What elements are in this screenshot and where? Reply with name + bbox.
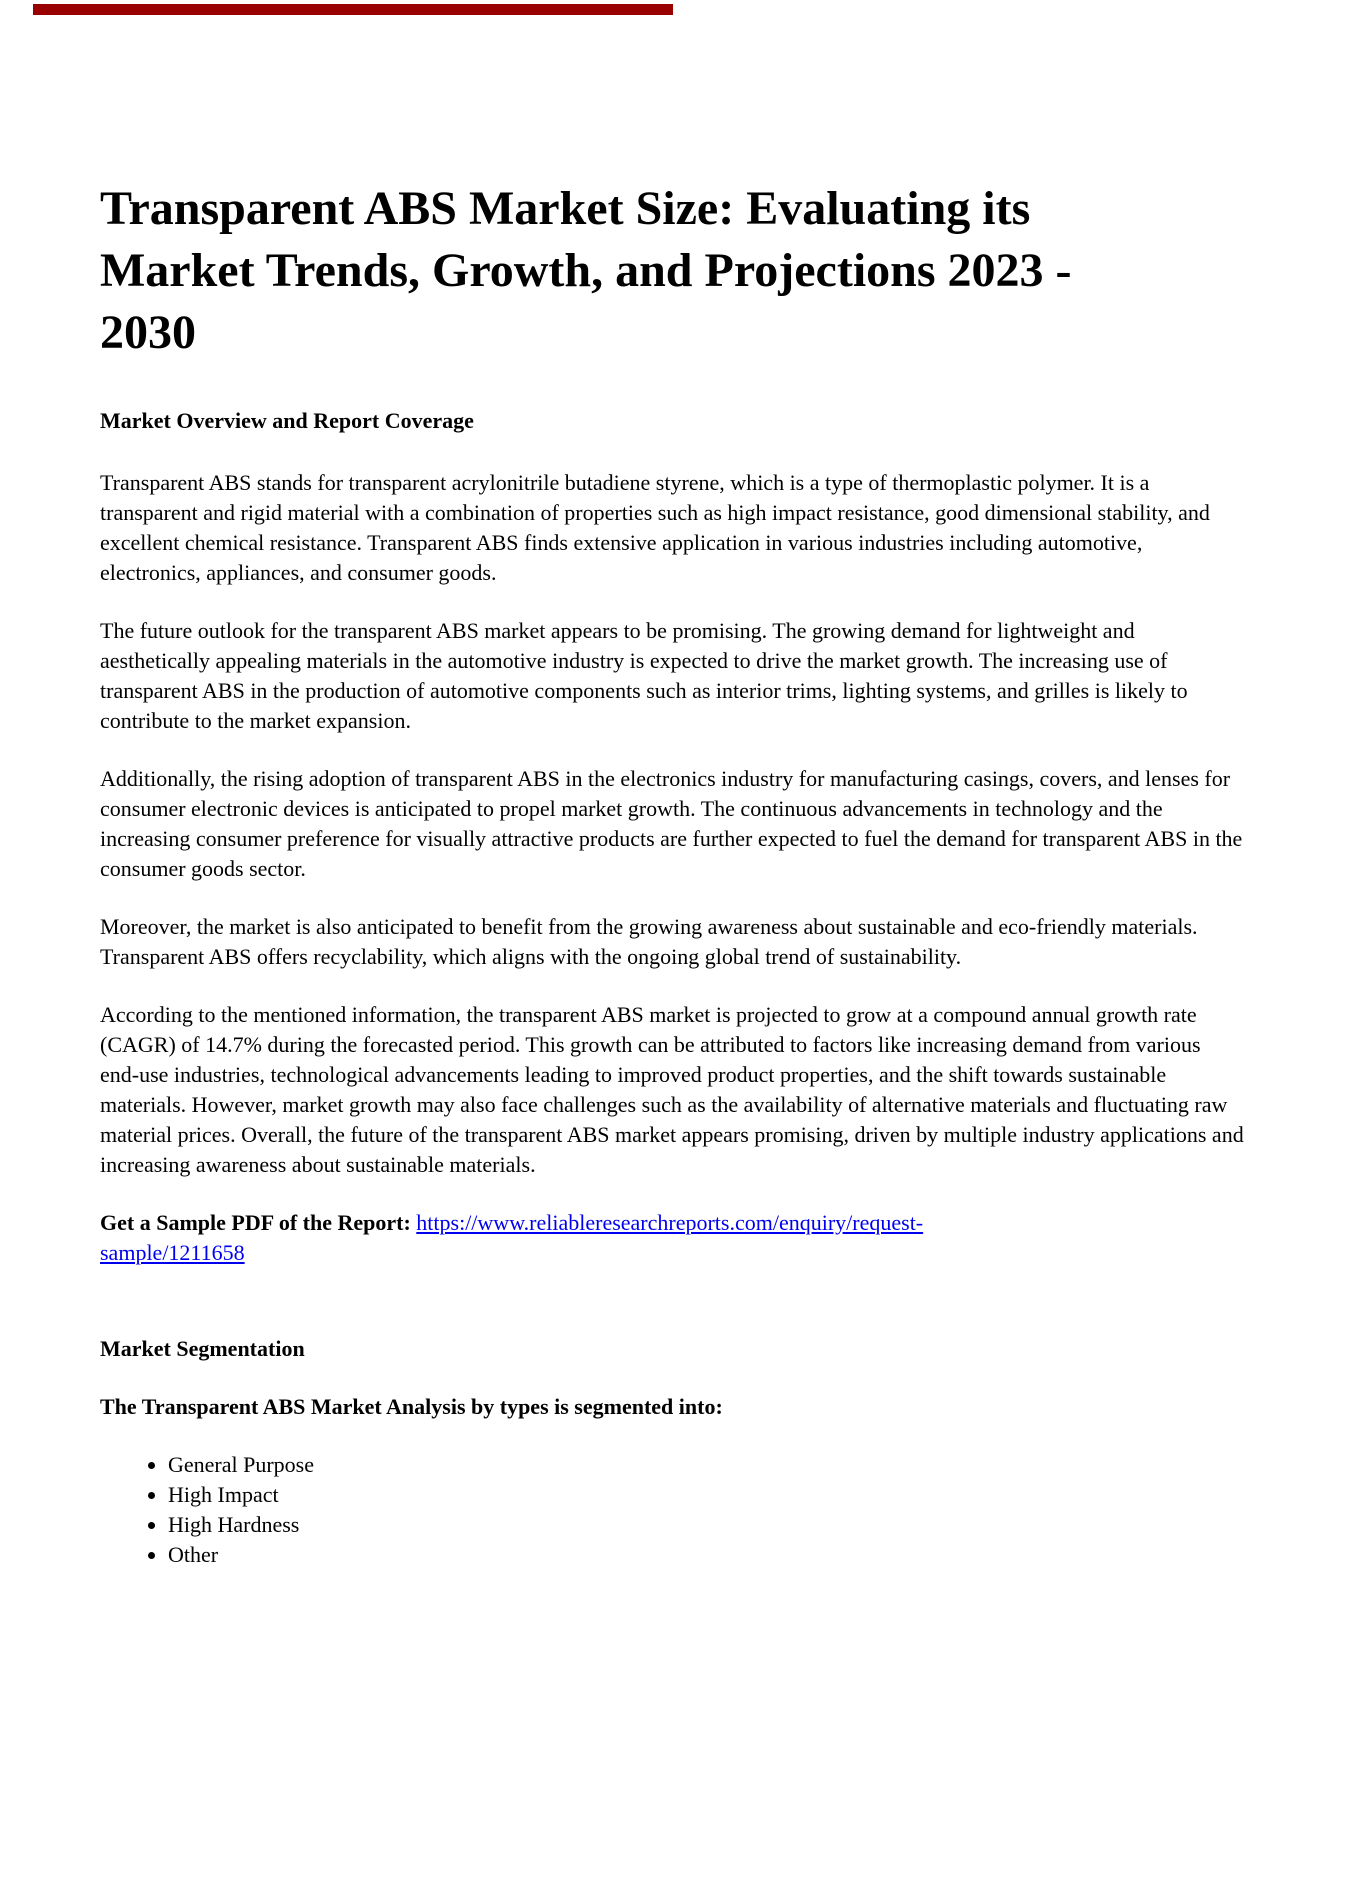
overview-paragraph-5: According to the mentioned information, the transparent ABS market is projected to grow at a compound annual growth rate (CAGR) of 14.7% during the forecasted period. This growth can be attributed to factors like increasing demand from various end-use industries, technological advancements leading to improved product properties, and the shift towards sustainable materials. However, market growth may also face challenges such as the availability of alternative materials and fluctuating raw material prices. Overall, the future of the transparent ABS market appears promising, driven by multiple industry applications and increasing awareness about sustainable materials.: [100, 1002, 1244, 1177]
sample-request-line: [100, 1208, 1245, 1268]
type-list-item: • General Purpose: [168, 1450, 1245, 1480]
overview-paragraph-2: The future outlook for the transparent ABS market appears to be promising. The growing demand for lightweight and aesthetically appealing materials in the automotive industry is expected to drive the market growth. The increasing use of transparent ABS in the production of automotive components such as interior trims, lighting systems, and grilles is likely to contribute to the market expansion.: [100, 618, 1188, 733]
sample-request-label: Get a Sample PDF of the Report:: [100, 1210, 411, 1235]
page-title-line-3: 2030: [100, 306, 196, 359]
type-list-item: • High Hardness: [168, 1510, 1245, 1540]
type-list-item: • High Impact: [168, 1480, 1245, 1510]
top-red-bar: [33, 4, 673, 15]
overview-paragraph-3: Additionally, the rising adoption of transparent ABS in the electronics industry for manufacturing casings, covers, and lenses for consumer electronic devices is anticipated to propel market growth. The continuous advancements in technology and the increasing consumer preference for visually attractive products are further expected to fuel the demand for transparent ABS in the consumer goods sector.: [100, 766, 1243, 881]
overview-paragraph-4: Moreover, the market is also anticipated to benefit from the growing awareness about sustainable and eco-friendly materials. Transparent ABS offers recyclability, which aligns with the ongoing global trend of sustainability.: [100, 914, 1198, 969]
page-title-line-2: Market Trends, Growth, and Projections 2023 -: [100, 244, 1072, 297]
request-sample-link-line-1: https://www.reliableresearchreports.com/enquiry/request-: [416, 1210, 924, 1235]
page-title: [100, 0, 1245, 364]
request-sample-link-line-2: sample/1211658: [100, 1240, 245, 1265]
overview-heading: Market Overview and Report Coverage: [100, 408, 474, 433]
overview-paragraph-1: Transparent ABS stands for transparent acrylonitrile butadiene styrene, which is a type of thermoplastic polymer. It is a transparent and rigid material with a combination of properties such as high impact resistance, good dimensional stability, and excellent chemical resistance. Transparent ABS finds extensive application in various industries including automotive, electronics, appliances, and consumer goods.: [100, 470, 1210, 585]
segmentation-heading: Market Segmentation: [100, 1336, 305, 1361]
types-list: [100, 1450, 1245, 1570]
types-heading: The Transparent ABS Market Analysis by types is segmented into:: [100, 1394, 723, 1419]
type-list-item: • Other: [168, 1540, 1245, 1570]
page-title-line-1: Transparent ABS Market Size: Evaluating its: [100, 182, 1031, 235]
